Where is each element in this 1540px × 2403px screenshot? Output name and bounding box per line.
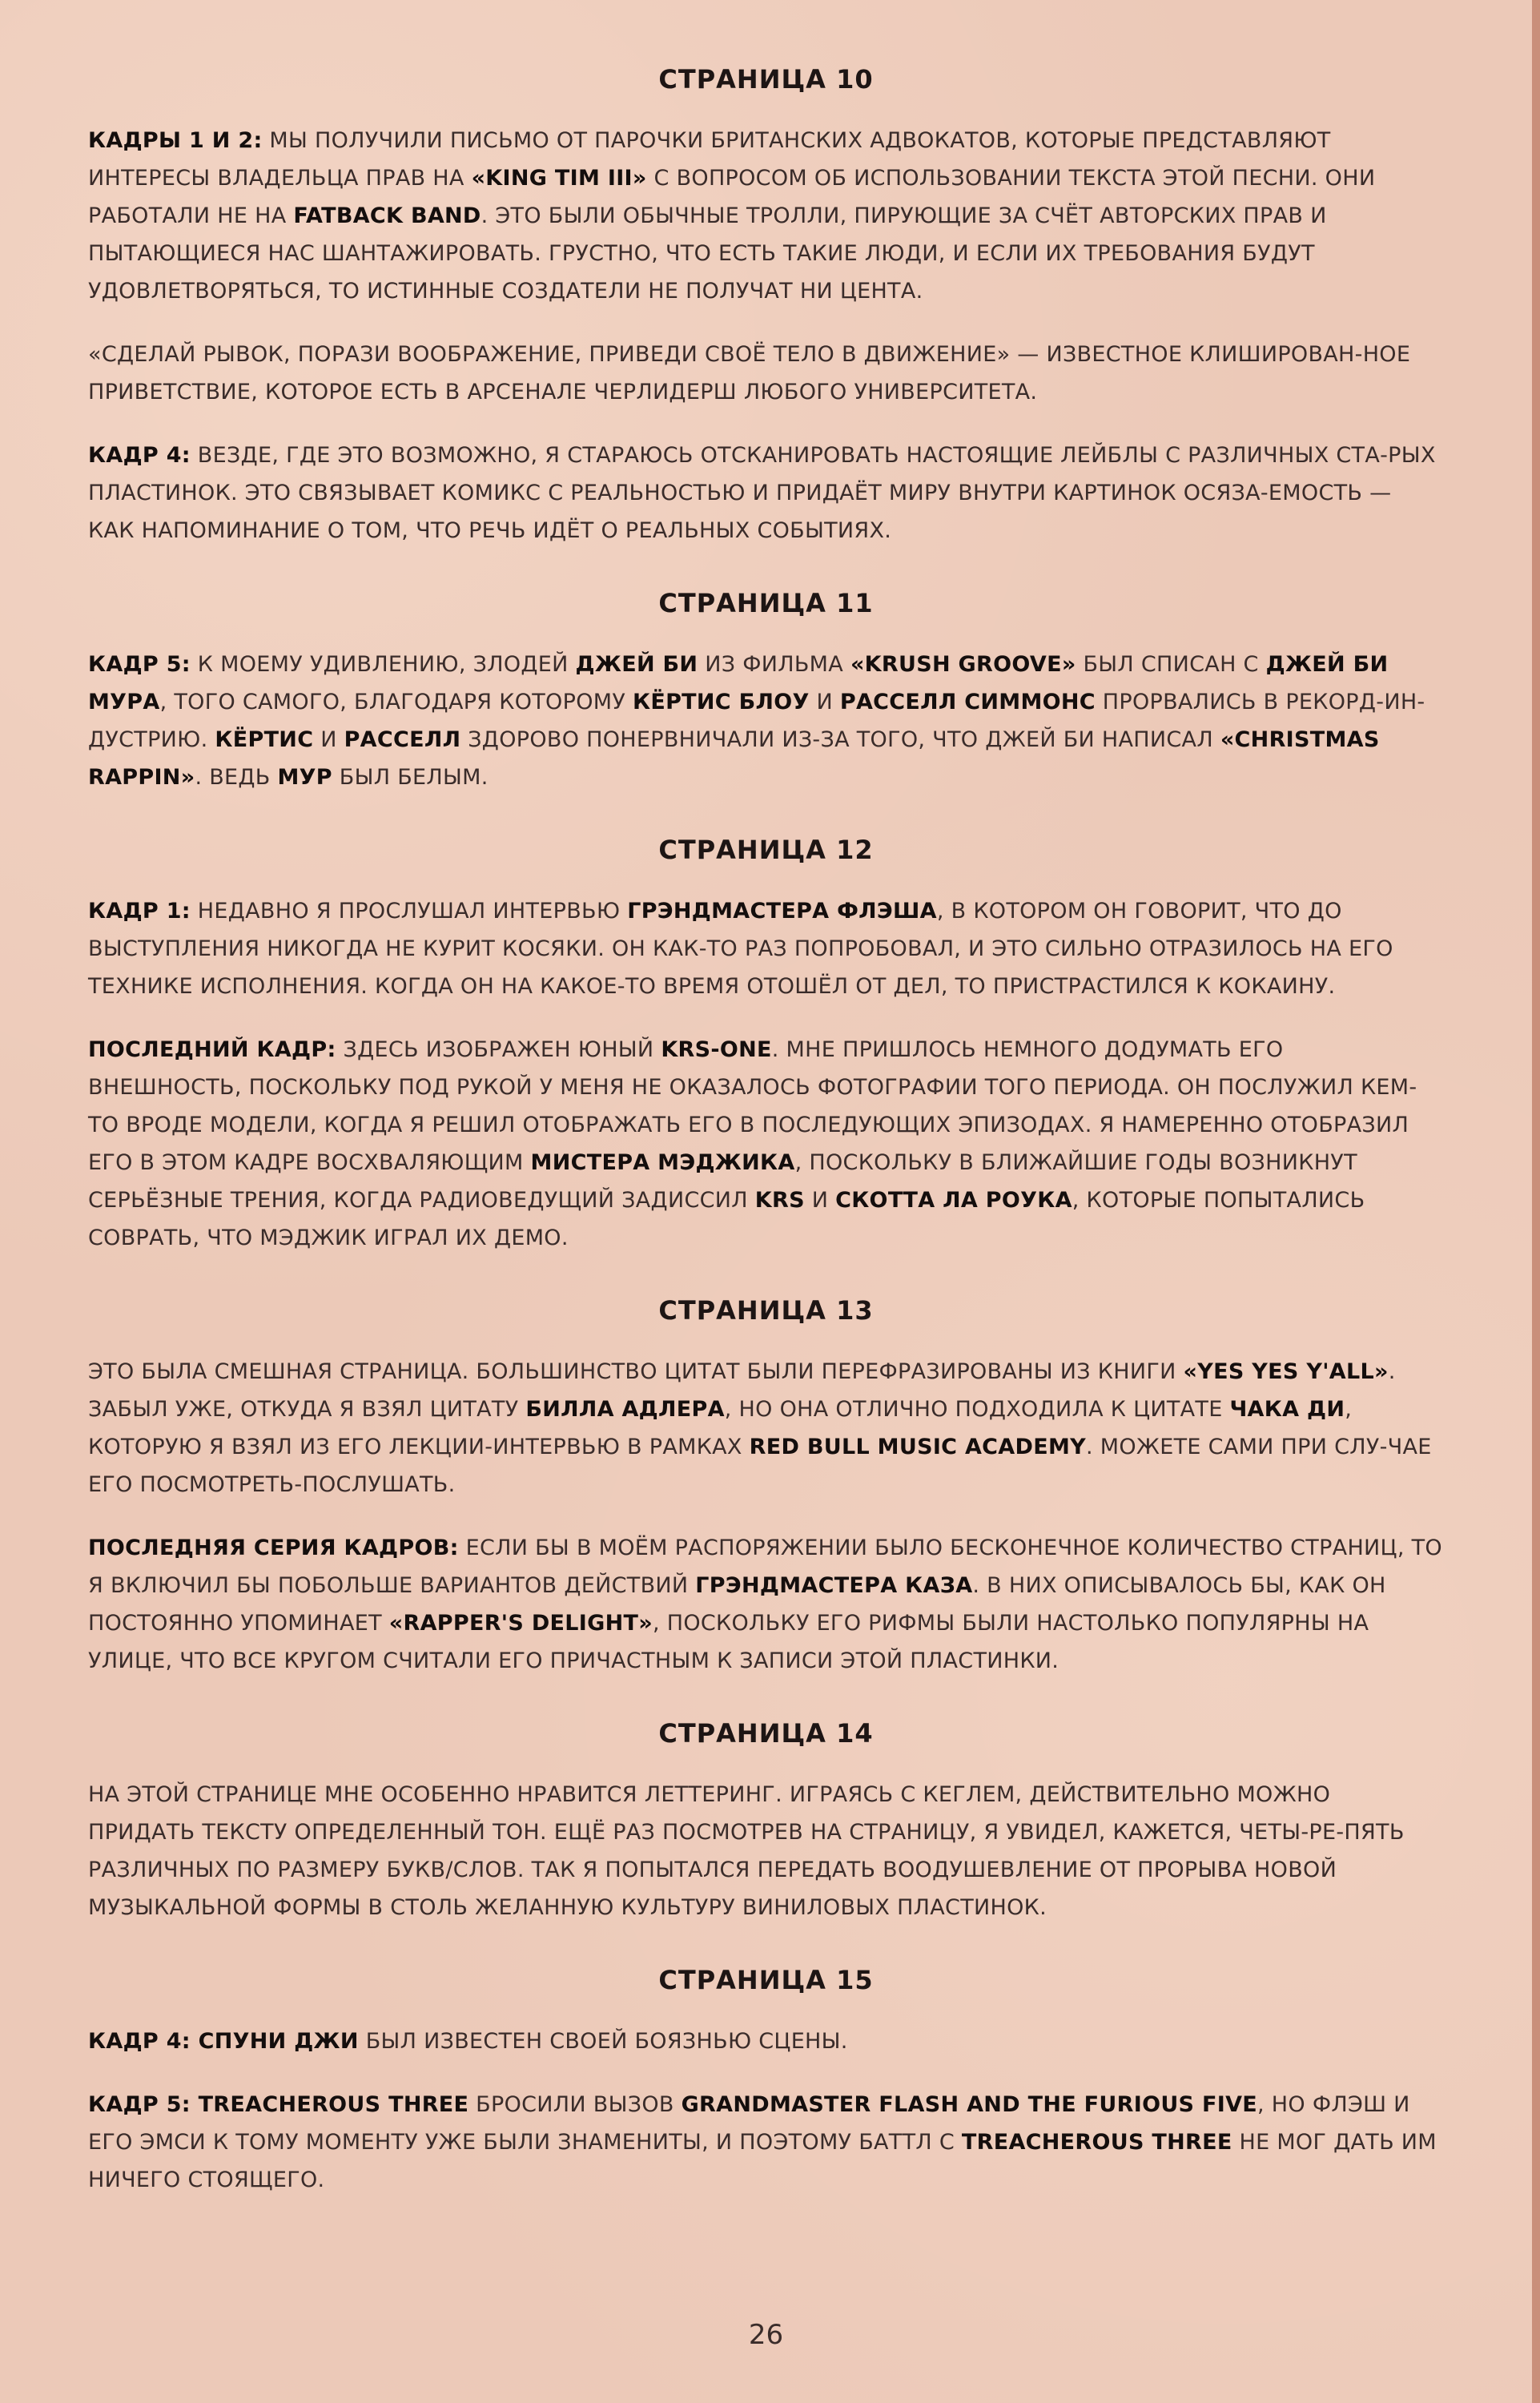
emphasis-text: КЁРТИС БЛОУ — [632, 690, 810, 714]
paragraph — [88, 1776, 1444, 1926]
text-run: , КОТОРУЮ Я ВЗЯЛ ИЗ ЕГО ЛЕКЦИИ-ИНТЕРВЬЮ В РАМКАХ — [88, 1397, 1353, 1459]
emphasis-text: «RAPPER'S DELIGHT» — [388, 1611, 653, 1636]
emphasis-text: КАДР 1: — [88, 899, 191, 924]
text-run: ЕСЛИ БЫ В МОЁМ РАСПОРЯЖЕНИИ БЫЛО БЕСКОНЕЧНОЕ КОЛИЧЕСТВО СТРАНИЦ, ТО Я ВКЛЮЧИЛ БЫ ПОБОЛЬШЕ ВАРИАНТОВ ДЕЙСТВИЙ — [88, 1536, 1442, 1598]
emphasis-text: РАССЕЛЛ — [344, 727, 461, 752]
emphasis-text: «KING TIM III» — [471, 166, 647, 191]
text-run: , В КОТОРОМ ОН ГОВОРИТ, ЧТО ДО ВЫСТУПЛЕНИЯ НИКОГДА НЕ КУРИТ КОСЯКИ. ОН КАК-ТО РАЗ ПОПРОБОВАЛ, И ЭТО СИЛЬНО ОТРАЗИЛОСЬ НА ЕГО ТЕХНИКЕ ИСПОЛНЕНИЯ. КОГДА ОН НА КАКОЕ-ТО ВРЕМЯ ОТОШЁЛ ОТ ДЕЛ, ТО ПРИСТРАСТИЛСЯ К КОКАИНУ. — [88, 899, 1393, 999]
section-title: СТРАНИЦА 14 — [658, 1718, 874, 1749]
text-run: , ПОСКОЛЬКУ ЕГО РИФМЫ БЫЛИ НАСТОЛЬКО ПОПУЛЯРНЫ НА УЛИЦЕ, ЧТО ВСЕ КРУГОМ СЧИТАЛИ ЕГО ПРИЧАСТНЫМ К ЗАПИСИ ЭТОЙ ПЛАСТИНКИ. — [88, 1611, 1369, 1673]
text-run: ЭТО БЫЛА СМЕШНАЯ СТРАНИЦА. БОЛЬШИНСТВО ЦИТАТ БЫЛИ ПЕРЕФРАЗИРОВАНЫ ИЗ КНИГИ — [88, 1359, 1184, 1384]
paragraph — [88, 122, 1444, 310]
text-run: , ТОГО САМОГО, БЛАГОДАРЯ КОТОРОМУ — [159, 690, 633, 714]
text-run: . В НИХ ОПИСЫВАЛОСЬ БЫ, КАК ОН ПОСТОЯННО УПОМИНАЕТ — [88, 1573, 1386, 1636]
text-run: БРОСИЛИ ВЫЗОВ — [468, 2092, 682, 2117]
text-run: НЕ МОГ ДАТЬ ИМ НИЧЕГО СТОЯЩЕГО. — [88, 2130, 1437, 2192]
emphasis-text: GRANDMASTER FLASH AND THE FURIOUS FIVE — [681, 2092, 1258, 2117]
text-run: . МНЕ ПРИШЛОСЬ НЕМНОГО ДОДУМАТЬ ЕГО ВНЕШНОСТЬ, ПОСКОЛЬКУ ПОД РУКОЙ У МЕНЯ НЕ ОКАЗАЛОСЬ ФОТОГРАФИИ ТОГО ПЕРИОДА. ОН ПОСЛУЖИЛ КЕМ-ТО ВРОДЕ МОДЕЛИ, КОГДА Я РЕШИЛ ОТОБРАЖАТЬ ЕГО В ПОСЛЕДУЮЩИХ ЭПИЗОДАХ. Я НАМЕРЕННО ОТОБРАЗИЛ ЕГО В ЭТОМ КАДРЕ ВОСХВАЛЯЮЩИМ — [88, 1037, 1417, 1175]
emphasis-text: «YES YES Y'ALL» — [1183, 1359, 1389, 1384]
text-run: , НО ФЛЭШ И ЕГО ЭМСИ К ТОМУ МОМЕНТУ УЖЕ БЫЛИ ЗНАМЕНИТЫ, И ПОЭТОМУ БАТТЛ С — [88, 2092, 1410, 2155]
text-run: . МОЖЕТЕ САМИ ПРИ СЛУ-ЧАЕ ЕГО ПОСМОТРЕТЬ-ПОСЛУШАТЬ. — [88, 1435, 1432, 1497]
emphasis-text: KRS — [754, 1188, 805, 1213]
text-run: НЕДАВНО Я ПРОСЛУШАЛ ИНТЕРВЬЮ — [190, 899, 628, 924]
text-run: И — [809, 690, 840, 714]
emphasis-text: МУР — [277, 765, 332, 790]
text-run: И — [313, 727, 344, 752]
text-run: ПРОРВАЛИСЬ В РЕКОРД-ИН-ДУСТРИЮ. — [88, 690, 1425, 752]
paragraph — [88, 2023, 1444, 2060]
text-run: БЫЛ БЕЛЫМ. — [332, 765, 489, 790]
section-title: СТРАНИЦА 13 — [658, 1295, 874, 1326]
emphasis-text: КАДР 4: СПУНИ ДЖИ — [88, 2029, 359, 2054]
emphasis-text: TREACHEROUS THREE — [961, 2130, 1232, 2155]
emphasis-text: «KRUSH GROOVE» — [850, 652, 1076, 677]
text-run: . ВЕДЬ — [195, 765, 278, 790]
emphasis-text: СКОТТА ЛА РОУКА — [835, 1188, 1072, 1213]
emphasis-text: FATBACK BAND — [293, 203, 481, 228]
text-run: С ВОПРОСОМ ОБ ИСПОЛЬЗОВАНИИ ТЕКСТА ЭТОЙ ПЕСНИ. ОНИ РАБОТАЛИ НЕ НА — [88, 166, 1376, 228]
text-run: БЫЛ СПИСАН С — [1076, 652, 1266, 677]
text-run: ИЗ ФИЛЬМА — [698, 652, 850, 677]
text-run: ЗДЕСЬ ИЗОБРАЖЕН ЮНЫЙ — [336, 1037, 661, 1062]
emphasis-text: KRS-ONE — [661, 1037, 772, 1062]
text-run: . ЭТО БЫЛИ ОБЫЧНЫЕ ТРОЛЛИ, ПИРУЮЩИЕ ЗА СЧЁТ АВТОРСКИХ ПРАВ И ПЫТАЮЩИЕСЯ НАС ШАНТАЖИРОВАТЬ. ГРУСТНО, ЧТО ЕСТЬ ТАКИЕ ЛЮДИ, И ЕСЛИ ИХ ТРЕБОВАНИЯ БУДУТ УДОВЛЕТВОРЯТЬСЯ, ТО ИСТИННЫЕ СОЗДАТЕЛИ НЕ ПОЛУЧАТ НИ ЦЕНТА. — [88, 203, 1327, 304]
text-run: . ЗАБЫЛ УЖЕ, ОТКУДА Я ВЗЯЛ ЦИТАТУ — [88, 1359, 1396, 1422]
section-title: СТРАНИЦА 12 — [658, 835, 874, 865]
page-number: 26 — [748, 2319, 784, 2351]
paragraph — [88, 1353, 1444, 1503]
text-run: ЗДОРОВО ПОНЕРВНИЧАЛИ ИЗ-ЗА ТОГО, ЧТО ДЖЕЙ БИ НАПИСАЛ — [460, 727, 1220, 752]
emphasis-text: ДЖЕЙ БИ — [575, 652, 698, 677]
section-title: СТРАНИЦА 10 — [658, 64, 874, 95]
text-run: МЫ ПОЛУЧИЛИ ПИСЬМО ОТ ПАРОЧКИ БРИТАНСКИХ АДВОКАТОВ, КОТОРЫЕ ПРЕДСТАВЛЯЮТ ИНТЕРЕСЫ ВЛАДЕЛЬЦА ПРАВ НА — [88, 128, 1331, 191]
paragraph — [88, 2086, 1444, 2199]
emphasis-text: ГРЭНДМАСТЕРА КАЗА — [695, 1573, 973, 1598]
paragraph — [88, 1031, 1444, 1257]
section-title: СТРАНИЦА 11 — [658, 588, 874, 618]
paragraph — [88, 1529, 1444, 1680]
text-run: К МОЕМУ УДИВЛЕНИЮ, ЗЛОДЕЙ — [190, 652, 576, 677]
text-run: И — [804, 1188, 836, 1213]
emphasis-text: КЁРТИС — [215, 727, 314, 752]
emphasis-text: РАССЕЛЛ СИММОНС — [839, 690, 1096, 714]
text-run: НА ЭТОЙ СТРАНИЦЕ МНЕ ОСОБЕННО НРАВИТСЯ ЛЕТТЕРИНГ. ИГРАЯСЬ С КЕГЛЕМ, ДЕЙСТВИТЕЛЬНО МОЖНО ПРИДАТЬ ТЕКСТУ ОПРЕДЕЛЕННЫЙ ТОН. ЕЩЁ РАЗ ПОСМОТРЕВ НА СТРАНИЦУ, Я УВИДЕЛ, КАЖЕТСЯ, ЧЕТЫ-РЕ-ПЯТЬ РАЗЛИЧНЫХ ПО РАЗМЕРУ БУКВ/СЛОВ. ТАК Я ПОПЫТАЛСЯ ПЕРЕДАТЬ ВООДУШЕВЛЕНИЕ ОТ ПРОРЫВА НОВОЙ МУЗЫКАЛЬНОЙ ФОРМЫ В СТОЛЬ ЖЕЛАННУЮ КУЛЬТУРУ ВИНИЛОВЫХ ПЛАСТИНОК. — [88, 1782, 1405, 1920]
paragraph — [88, 892, 1444, 1005]
text-run: , КОТОРЫЕ ПОПЫТАЛИСЬ СОВРАТЬ, ЧТО МЭДЖИК ИГРАЛ ИХ ДЕМО. — [88, 1188, 1365, 1250]
emphasis-text: RED BULL MUSIC ACADEMY — [749, 1435, 1086, 1459]
emphasis-text: ПОСЛЕДНЯЯ СЕРИЯ КАДРОВ: — [88, 1536, 459, 1560]
text-run: «СДЕЛАЙ РЫВОК, ПОРАЗИ ВООБРАЖЕНИЕ, ПРИВЕДИ СВОЁ ТЕЛО В ДВИЖЕНИЕ» — ИЗВЕСТНОЕ КЛИШИРОВАН-НОЕ ПРИВЕТСТВИЕ, КОТОРОЕ ЕСТЬ В АРСЕНАЛЕ ЧЕРЛИДЕРШ ЛЮБОГО УНИВЕРСИТЕТА. — [88, 342, 1411, 405]
emphasis-text: МИСТЕРА МЭДЖИКА — [530, 1150, 795, 1175]
emphasis-text: КАДР 5: — [88, 652, 191, 677]
text-run: , ПОСКОЛЬКУ В БЛИЖАЙШИЕ ГОДЫ ВОЗНИКНУТ СЕРЬЁЗНЫЕ ТРЕНИЯ, КОГДА РАДИОВЕДУЩИЙ ЗАДИССИЛ — [88, 1150, 1357, 1213]
text-run: БЫЛ ИЗВЕСТЕН СВОЕЙ БОЯЗНЬЮ СЦЕНЫ. — [358, 2029, 848, 2054]
text-run: , НО ОНА ОТЛИЧНО ПОДХОДИЛА К ЦИТАТЕ — [724, 1397, 1230, 1422]
emphasis-text: БИЛЛА АДЛЕРА — [525, 1397, 725, 1422]
emphasis-text: ДЖЕЙ БИ МУРА — [88, 652, 1389, 714]
emphasis-text: ПОСЛЕДНИЙ КАДР: — [88, 1037, 336, 1062]
paragraph — [88, 646, 1444, 796]
section-title: СТРАНИЦА 15 — [658, 1965, 874, 1995]
content — [88, 64, 1444, 2199]
emphasis-text: КАДРЫ 1 И 2: — [88, 128, 263, 153]
paragraph — [88, 336, 1444, 411]
emphasis-text: КАДР 4: — [88, 443, 191, 468]
emphasis-text: ЧАКА ДИ — [1229, 1397, 1345, 1422]
paragraph — [88, 437, 1444, 549]
emphasis-text: «CHRISTMAS RAPPIN» — [88, 727, 1380, 790]
emphasis-text: ГРЭНДМАСТЕРА ФЛЭША — [627, 899, 937, 924]
text-run: ВЕЗДЕ, ГДЕ ЭТО ВОЗМОЖНО, Я СТАРАЮСЬ ОТСКАНИРОВАТЬ НАСТОЯЩИЕ ЛЕЙБЛЫ С РАЗЛИЧНЫХ СТА-РЫХ ПЛАСТИНОК. ЭТО СВЯЗЫВАЕТ КОМИКС С РЕАЛЬНОСТЬЮ И ПРИДАЁТ МИРУ ВНУТРИ КАРТИНОК ОСЯЗА-ЕМОСТЬ — КАК НАПОМИНАНИЕ О ТОМ, ЧТО РЕЧЬ ИДЁТ О РЕАЛЬНЫХ СОБЫТИЯХ. — [88, 443, 1436, 543]
emphasis-text: КАДР 5: TREACHEROUS THREE — [88, 2092, 469, 2117]
